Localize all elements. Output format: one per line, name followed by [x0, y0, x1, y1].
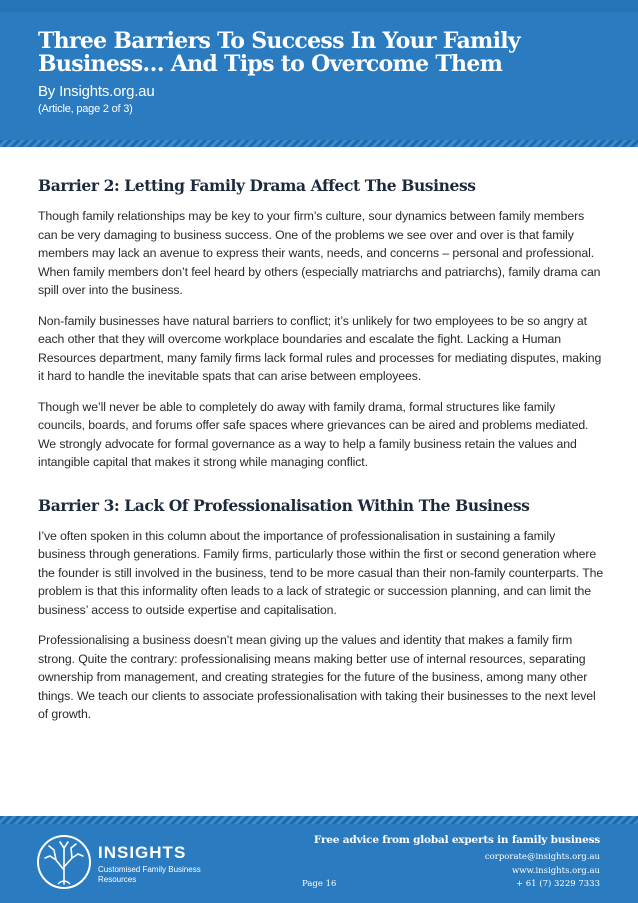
article-title: Three Barriers To Success In Your Family Business… And Tips to Overcome Them: [38, 28, 521, 77]
header-banner: [0, 0, 638, 147]
header-top-band: [0, 0, 638, 12]
paragraph: Though we’ll never be able to completely do away with family drama, formal structures like family councils, boards, and forums offer safe spaces where grievances can be aired and problems mediated. We strongly advocate for formal governance as a way to help a family business retain the values and intangible capital that makes it strong while managing conflict.: [38, 399, 589, 469]
section-heading: Barrier 3: Lack Of Professionalisation Within The Business: [38, 495, 530, 515]
paragraph: Non-family businesses have natural barriers to conflict; it’s unlikely for two employees to be so angry at each other that they will overcome workplace boundaries and escalate the fight. Lacking a Human Resources department, many family firms lack formal rules and processes for mediating disputes, making it hard to handle the inevitable spats that can arise between employees.: [38, 313, 602, 383]
article-body: [38, 176, 604, 736]
header-stripe-divider: [0, 140, 638, 147]
footer-phone: + 61 (7) 3229 7333: [515, 879, 600, 889]
footer-stripe-divider: [0, 816, 638, 824]
page-number: Page 16: [302, 879, 337, 889]
article-page-indicator: (Article, page 2 of 3): [38, 103, 133, 115]
paragraph: Though family relationships may be key to your firm’s culture, sour dynamics between family members can be very damaging to business success. One of the problems we see over and over is that family members may lack an avenue to express their wants, needs, and concerns – personal and professional. When family members don’t feel heard by others (especially matriarchs and patriarchs), family drama can spill over into the business.: [38, 209, 601, 297]
logo-wordmark: INSIGHTS: [98, 843, 187, 862]
section-barrier-2: [38, 176, 604, 472]
footer-email-link[interactable]: corporate@insights.org.au: [484, 852, 600, 862]
paragraph: Professionalising a business doesn’t mean giving up the values and identity that makes a family firm strong. Quite the contrary: professionalising means making better use of internal resources, separating ownership from management, and creating strategies for the future of the business, among many other things. We teach our clients to associate professionalisation with taking their businesses to the next level of growth.: [38, 633, 596, 721]
article-byline: By Insights.org.au: [38, 83, 155, 100]
section-barrier-3: [38, 496, 604, 724]
footer-website-link[interactable]: www.insights.org.au: [511, 866, 600, 876]
logo-tagline: Customised Family Business Resources: [98, 865, 201, 884]
section-heading: Barrier 2: Letting Family Drama Affect The Business: [38, 176, 476, 195]
tree-logo-icon: [36, 834, 92, 890]
paragraph: I’ve often spoken in this column about the importance of professionalisation in sustaining a family business through generations. Family firms, particularly those within the first or second generation where the founder is still involved in the business, tend to be more casual than their non-family counterparts. The problem is that this informality often leads to a lack of strategic or succession planning, and can limit the business’ access to outside expertise and capitalisation.: [38, 528, 604, 617]
footer-heading: Free advice from global experts in family business: [313, 834, 600, 846]
